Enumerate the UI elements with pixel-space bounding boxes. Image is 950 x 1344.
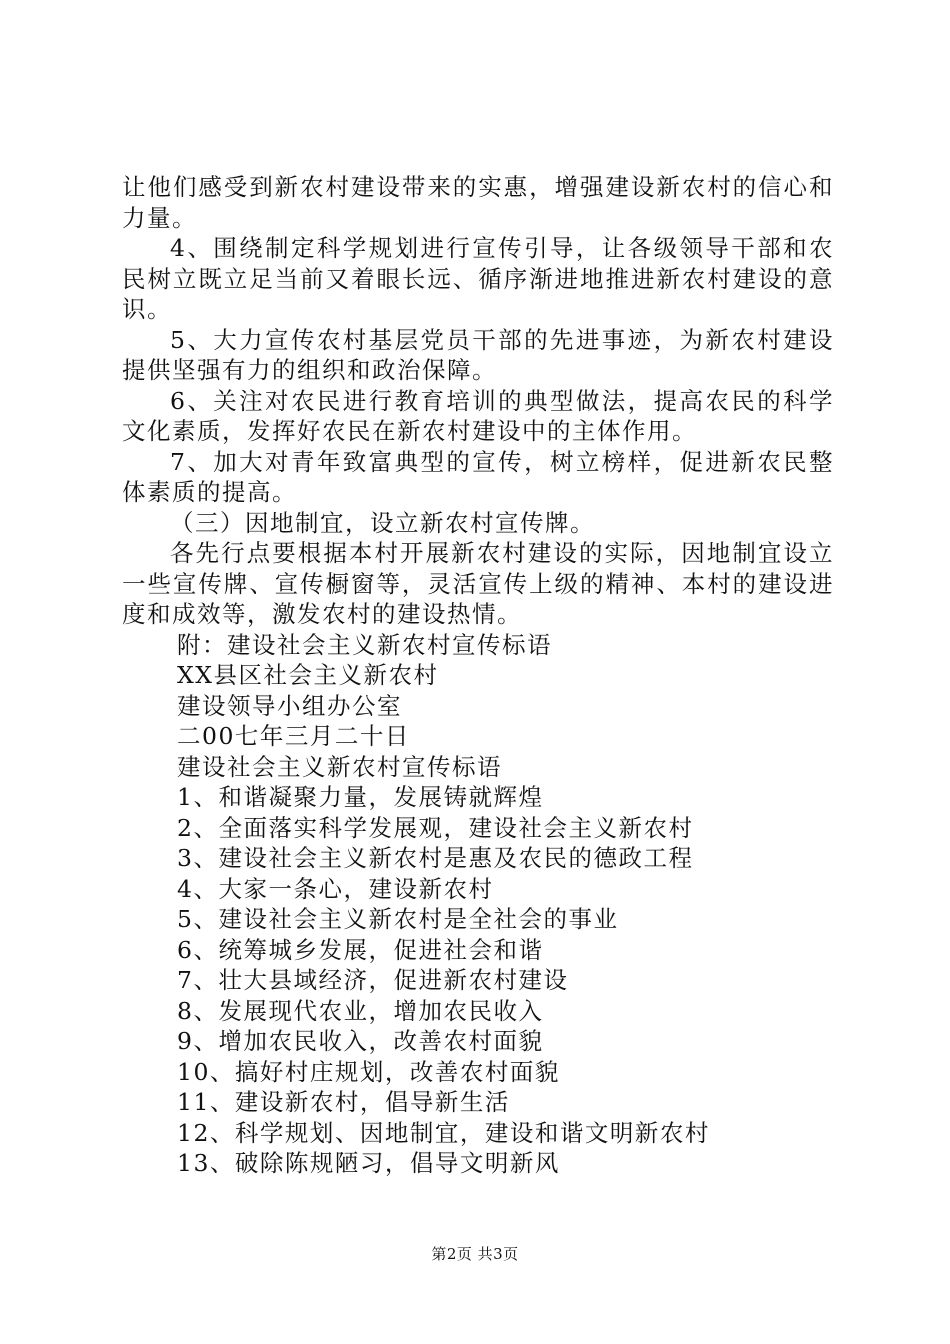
slogan-item: 2、全面落实科学发展观，建设社会主义新农村 bbox=[177, 813, 694, 842]
paragraph-item-7: 7、加大对青年致富典型的宣传，树立榜样，促进新农民整体素质的提高。 bbox=[122, 447, 834, 506]
slogan-item: 4、大家一条心，建设新农村 bbox=[177, 874, 494, 903]
issuer-line-1: XX县区社会主义新农村 bbox=[177, 661, 439, 689]
slogans-title: 建设社会主义新农村宣传标语 bbox=[177, 752, 502, 781]
slogan-item: 6、统筹城乡发展，促进社会和谐 bbox=[177, 935, 544, 964]
document-body bbox=[122, 172, 834, 1179]
slogan-item: 12、科学规划、因地制宜，建设和谐文明新农村 bbox=[177, 1118, 710, 1147]
paragraph-item-6: 6、关注对农民进行教育培训的典型做法，提高农民的科学文化素质，发挥好农民在新农村建设中的主体作用。 bbox=[122, 386, 834, 445]
paragraph-item-5: 5、大力宣传农村基层党员干部的先进事迹，为新农村建设提供坚强有力的组织和政治保障。 bbox=[122, 325, 834, 384]
paragraph-item-4: 4、围绕制定科学规划进行宣传引导，让各级领导干部和农民树立既立足当前又着眼长远、循序渐进地推进新农村建设的意识。 bbox=[122, 234, 834, 323]
slogan-item: 5、建设社会主义新农村是全社会的事业 bbox=[177, 905, 619, 933]
slogan-item: 8、发展现代农业，增加农民收入 bbox=[177, 996, 544, 1025]
slogan-item: 13、破除陈规陋习，倡导文明新风 bbox=[177, 1149, 560, 1177]
attachment-line: 附：建设社会主义新农村宣传标语 bbox=[177, 630, 552, 659]
slogan-item: 9、增加农民收入，改善农村面貌 bbox=[177, 1027, 544, 1055]
issue-date: 二00七年三月二十日 bbox=[177, 722, 410, 750]
slogan-item: 11、建设新农村，倡导新生活 bbox=[177, 1088, 510, 1116]
slogan-item: 10、搞好村庄规划，改善农村面貌 bbox=[177, 1057, 560, 1086]
slogan-item: 3、建设社会主义新农村是惠及农民的德政工程 bbox=[177, 844, 694, 872]
issuer-line-2: 建设领导小组办公室 bbox=[177, 691, 402, 720]
slogan-item: 1、和谐凝聚力量，发展铸就辉煌 bbox=[177, 783, 544, 811]
section-heading-3: （三）因地制宜，设立新农村宣传牌。 bbox=[170, 508, 595, 537]
page-footer: 第2页 共3页 bbox=[431, 1245, 519, 1263]
slogan-item: 7、壮大县域经济，促进新农村建设 bbox=[177, 966, 569, 994]
paragraph-continuation: 让他们感受到新农村建设带来的实惠，增强建设新农村的信心和力量。 bbox=[122, 173, 834, 232]
paragraph-signboards: 各先行点要根据本村开展新农村建设的实际，因地制宜设立一些宣传牌、宣传橱窗等，灵活宣传上级的精神、本村的建设进度和成效等，激发农村的建设热情。 bbox=[122, 539, 834, 628]
